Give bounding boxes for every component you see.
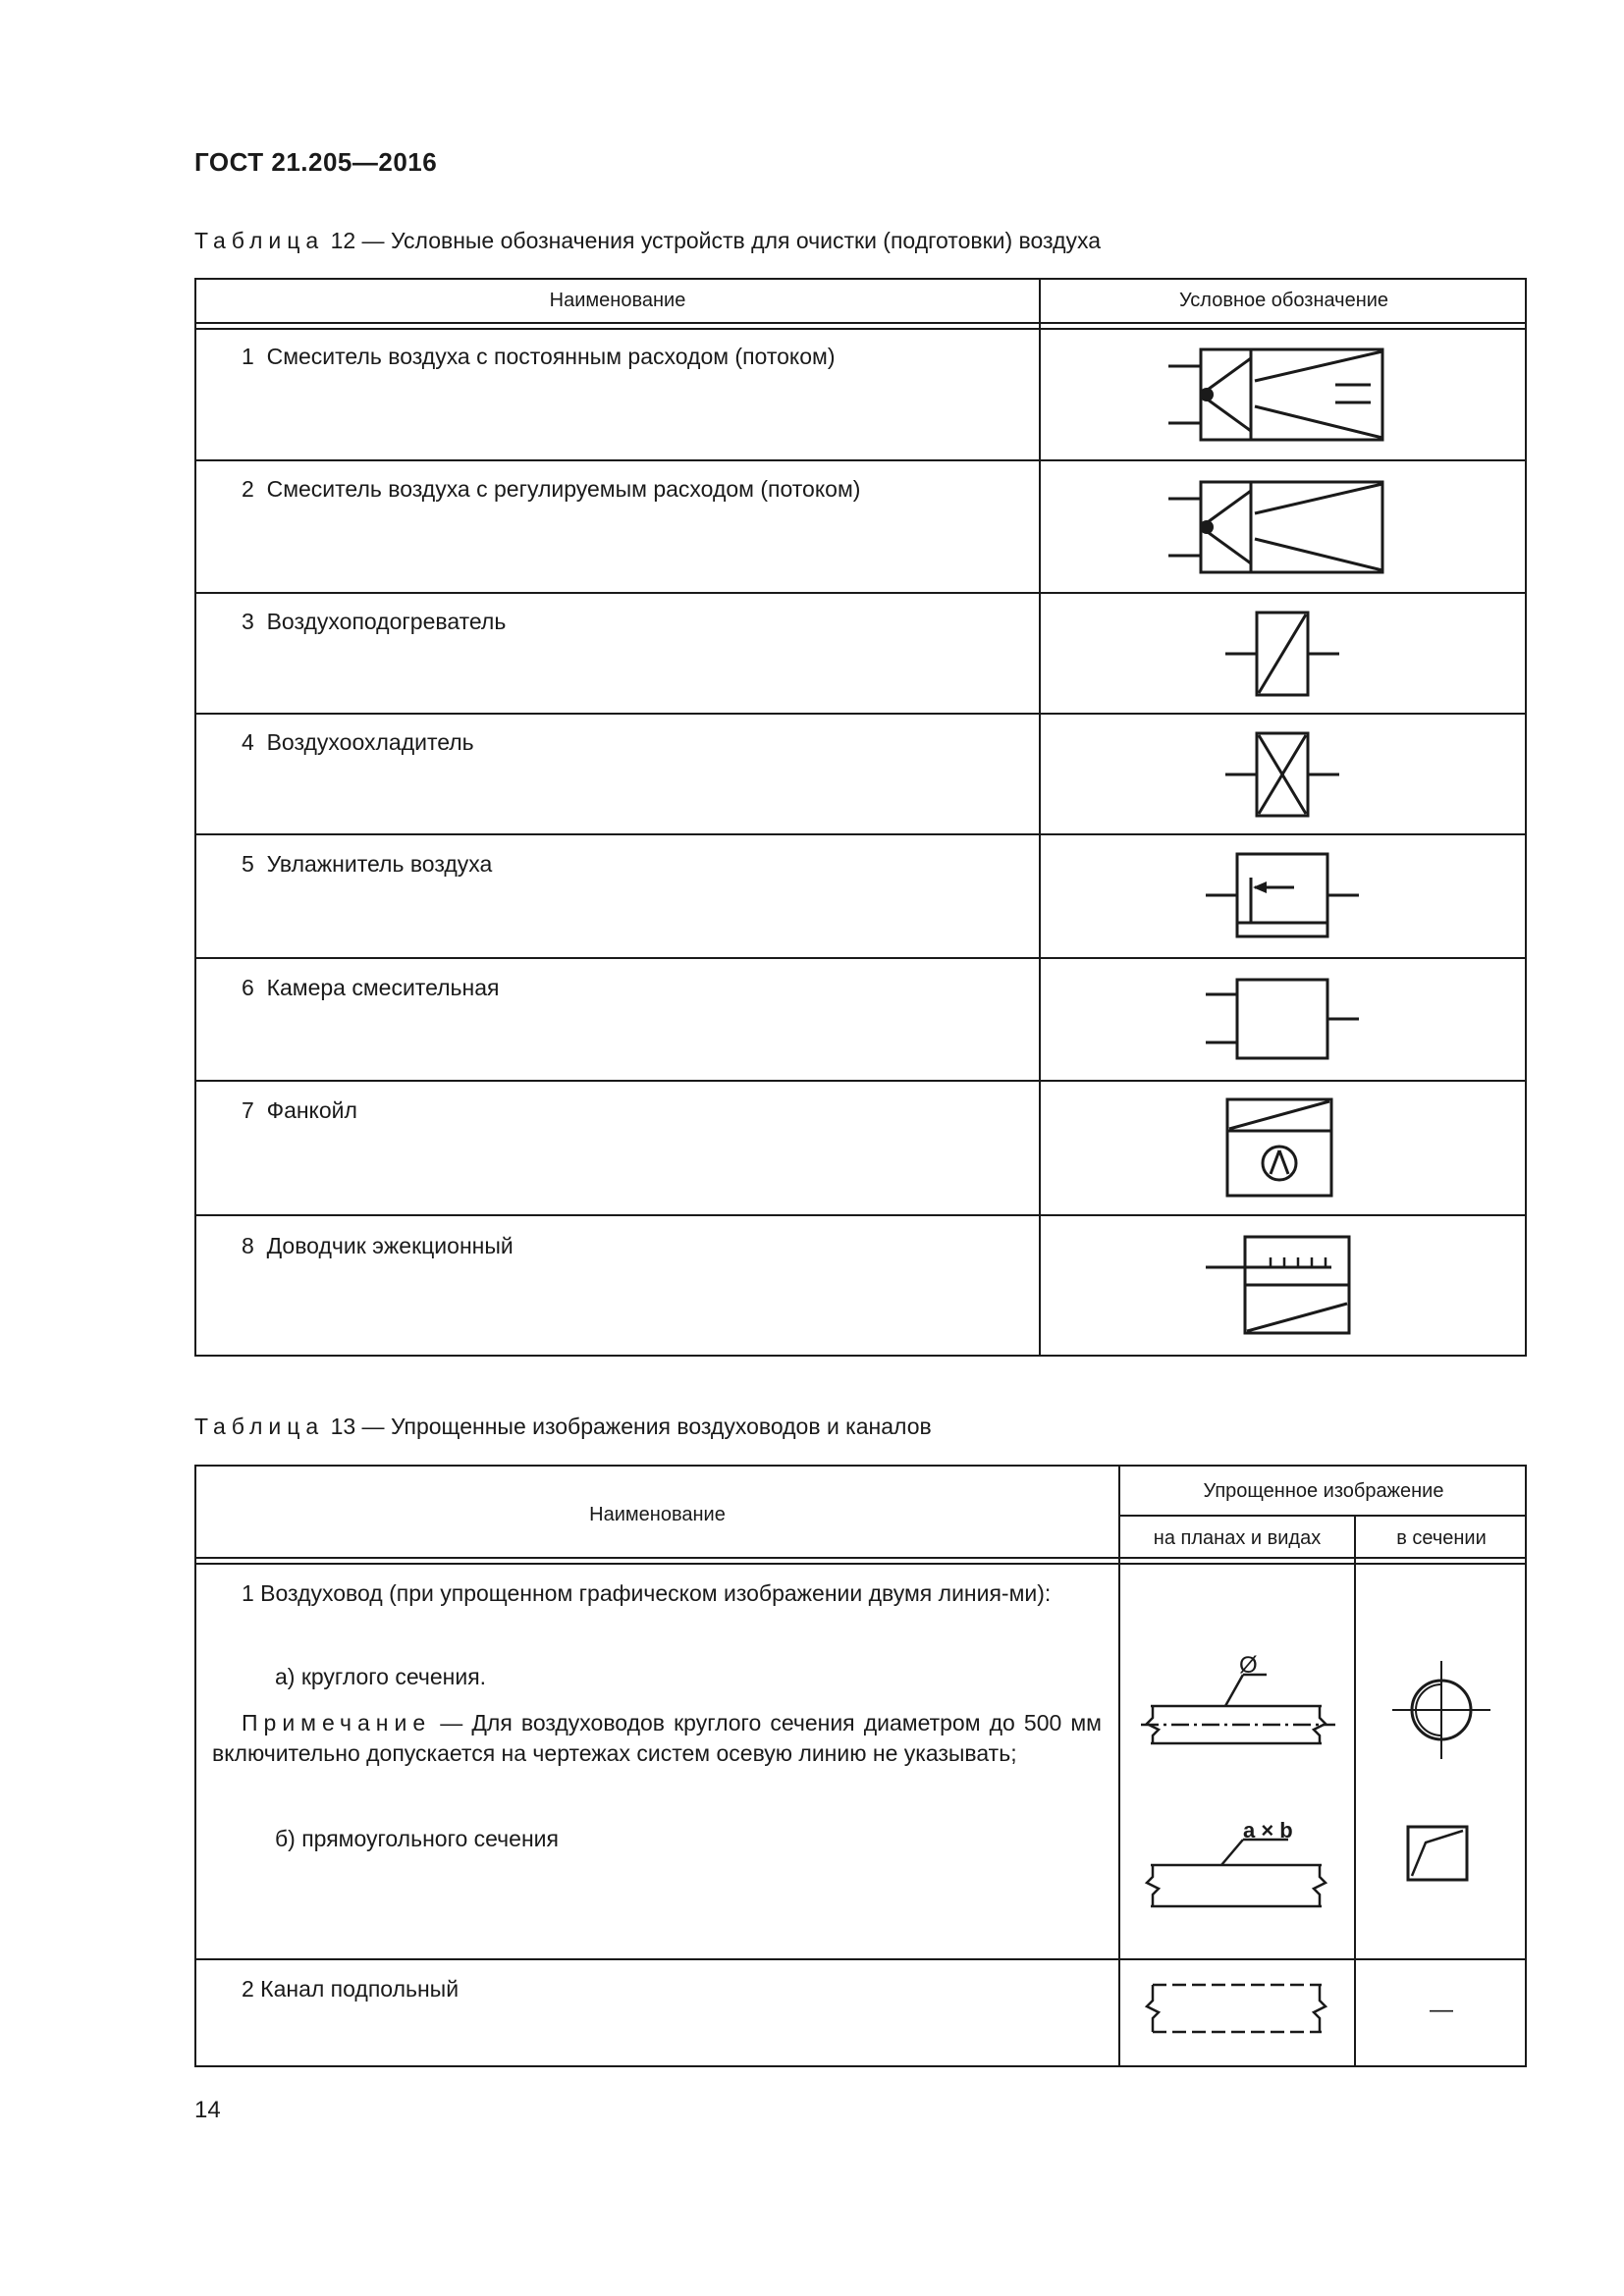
table13-header-subline — [1118, 1515, 1527, 1517]
table12-row-2 — [242, 476, 860, 503]
underfloor-channel-section-value: — — [1430, 1997, 1453, 2023]
rect-duct-section-icon — [1402, 1821, 1481, 1890]
mixer-constant-flow-icon — [1168, 344, 1404, 452]
table12-header-line-2 — [194, 328, 1527, 330]
table13-header-line — [194, 1557, 1527, 1559]
table12-caption — [194, 228, 1101, 254]
table13-col-divider — [1354, 1515, 1356, 2067]
row-name: Смеситель воздуха с регулируемым расходом (потоком) — [266, 476, 861, 502]
table12-row-5 — [242, 851, 492, 878]
table12-header-line — [194, 322, 1527, 324]
table13-row-line — [194, 1958, 1527, 1960]
table13-caption — [194, 1414, 932, 1440]
row-number: 4 — [242, 729, 254, 755]
round-duct-plan-icon — [1141, 1652, 1337, 1777]
row-name: Воздухоохладитель — [266, 729, 474, 755]
note-word: Примечание — [242, 1710, 432, 1735]
table12-row-line — [194, 1214, 1527, 1216]
table12-row-7 — [242, 1097, 357, 1124]
row-number: 8 — [242, 1233, 254, 1258]
page-number: 14 — [194, 2097, 221, 2123]
underfloor-channel-plan-icon — [1141, 1969, 1337, 2057]
row-name: Увлажнитель воздуха — [266, 851, 493, 877]
table12-row-1 — [242, 344, 836, 370]
table12-col-symbol: Условное обозначение — [1178, 290, 1389, 311]
table12-col-name: Наименование — [549, 290, 686, 311]
table12-row-3 — [242, 609, 506, 635]
rect-dimension-label: a × b — [1243, 1818, 1293, 1842]
document-header: ГОСТ 21.205—2016 — [194, 147, 438, 177]
mixer-adjustable-flow-icon — [1168, 476, 1404, 584]
table13-header-line-2 — [194, 1563, 1527, 1565]
table12-row-4 — [242, 729, 474, 756]
table12-caption-text: 12 — Условные обозначения устройств для очистки (подготовки) воздуха — [330, 228, 1102, 253]
table12-row-line — [194, 459, 1527, 461]
row-number: 6 — [242, 975, 254, 1000]
fancoil-icon — [1223, 1095, 1341, 1202]
row-name: Смеситель воздуха с постоянным расходом (потоком) — [266, 344, 836, 369]
air-humidifier-icon — [1206, 850, 1363, 944]
air-cooler-icon — [1225, 729, 1343, 820]
table12-row-line — [194, 833, 1527, 835]
table12-caption-word: Таблица — [194, 228, 325, 253]
table12-row-8 — [242, 1233, 514, 1259]
table13-col-image: Упрощенное изображение — [1203, 1480, 1444, 1502]
table13-row-1-title: 1 Воздуховод (при упрощенном графическом изображении двумя линия-ми): — [242, 1580, 1052, 1606]
rect-duct-plan-icon — [1141, 1816, 1337, 1924]
row-number: 7 — [242, 1097, 254, 1123]
row-number: 1 — [242, 344, 254, 369]
table13-note — [212, 1708, 1102, 1769]
round-duct-section-icon — [1392, 1661, 1490, 1759]
table13-caption-word: Таблица — [194, 1414, 325, 1439]
table13-item-b: б) прямоугольного сечения — [275, 1826, 559, 1851]
table12-row-6 — [242, 975, 499, 1001]
table12-row-line — [194, 957, 1527, 959]
table13-col-plans: на планах и видах — [1153, 1527, 1322, 1549]
table13-col-name: Наименование — [589, 1504, 726, 1525]
table12-row-line — [194, 592, 1527, 594]
table13-caption-text: 13 — Упрощенные изображения воздуховодов и каналов — [330, 1414, 932, 1439]
row-name: Воздухоподогреватель — [266, 609, 507, 634]
table13-col-section: в сечении — [1396, 1527, 1487, 1549]
row-number: 3 — [242, 609, 254, 634]
table12-row-line — [194, 1080, 1527, 1082]
air-heater-icon — [1225, 609, 1343, 699]
ejector-closer-icon — [1206, 1232, 1363, 1340]
row-number: 2 — [242, 476, 254, 502]
row-name: Фанкойл — [266, 1097, 357, 1123]
diameter-label: Ø — [1239, 1652, 1258, 1679]
table13-item-a: а) круглого сечения. — [275, 1664, 487, 1689]
mixing-chamber-icon — [1206, 974, 1363, 1068]
row-name: Доводчик эжекционный — [266, 1233, 514, 1258]
note-text: — Для воздуховодов круглого сечения диаметром до 500 мм включительно допускается на чертежах систем осевую линию не указывать; — [212, 1710, 1102, 1766]
row-number: 5 — [242, 851, 254, 877]
table12-row-line — [194, 713, 1527, 715]
row-name: Камера смесительная — [266, 975, 500, 1000]
table12-col-divider — [1039, 278, 1041, 1357]
table13-col-divider — [1118, 1465, 1120, 2067]
table13-row-2-title: 2 Канал подпольный — [242, 1976, 460, 2002]
